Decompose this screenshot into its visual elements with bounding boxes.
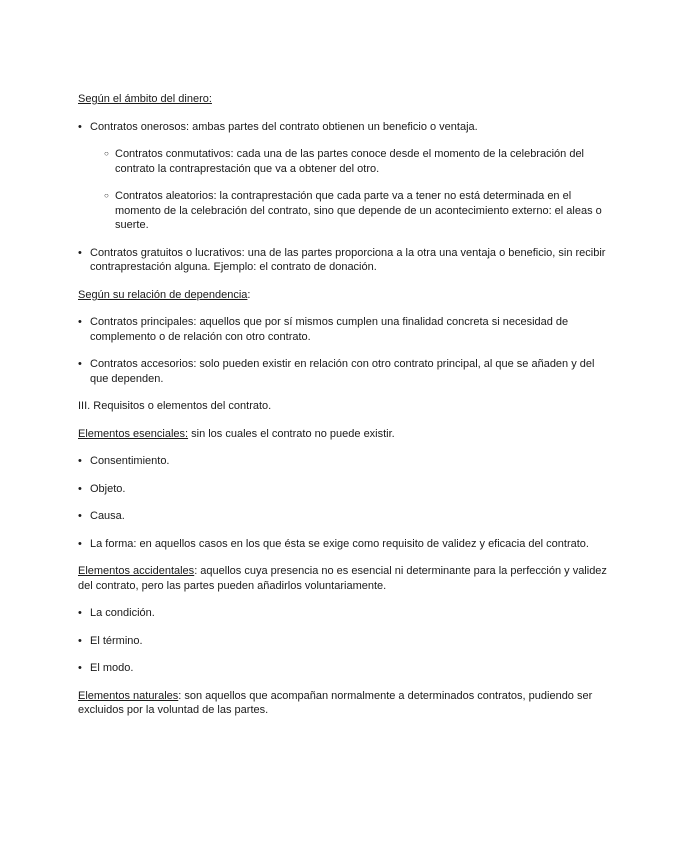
section-title-requisitos: III. Requisitos o elementos del contrato. <box>78 400 272 412</box>
elementos-esenciales-paragraph <box>78 427 608 442</box>
list-item-condicion <box>78 606 608 621</box>
sub-bullet-marker: ○ <box>104 149 109 158</box>
bullet-marker: • <box>78 537 82 550</box>
list-item-text: El modo. <box>90 662 134 674</box>
bullet-marker: • <box>78 634 82 647</box>
heading-text: Según su relación de dependencia <box>78 288 248 301</box>
list-item-text: Consentimiento. <box>90 455 170 467</box>
list-item-text: Contratos principales: aquellos que por sí mismos cumplen una finalidad concreta si necesidad de complemento o de relación con otro contrato. <box>90 316 569 343</box>
heading-colon: : <box>247 288 251 301</box>
list-item-objeto <box>78 482 608 497</box>
elementos-accidentales-paragraph <box>78 564 608 593</box>
list-item-text: El término. <box>90 634 143 647</box>
list-item-text: Causa. <box>90 510 125 522</box>
list-item-forma <box>78 537 608 552</box>
term-label: Elementos accidentales <box>78 565 195 577</box>
bullet-marker: • <box>78 662 82 674</box>
bullet-marker: • <box>78 455 82 467</box>
list-item-accesorios <box>78 357 608 386</box>
bullet-marker: • <box>78 246 82 259</box>
list-item-text: Contratos gratuitos o lucrativos: una de las partes proporciona a la otra una ventaja o beneficio, sin recibir contraprestación alguna. Ejemplo: el contrato de donación. <box>90 246 606 273</box>
bullet-marker: • <box>78 510 82 522</box>
bullet-marker: • <box>78 316 82 328</box>
list-item-text: Objeto. <box>90 482 126 495</box>
list-item-text: Contratos aleatorios: la contraprestación que cada parte va a tener no está determinada en el momento de la celebración del contrato, sino que depende de un acontecimiento externo: el aleas o suerte. <box>115 190 602 231</box>
list-item-gratuitos <box>78 246 608 275</box>
list-item-text: Contratos accesorios: solo pueden existir en relación con otro contrato principal, al que se añaden y del que dependen. <box>90 358 595 385</box>
list-item-causa <box>78 509 608 524</box>
list-item-modo <box>78 661 608 676</box>
list-item-termino <box>78 634 608 649</box>
list-item-text: Contratos onerosos: ambas partes del contrato obtienen un beneficio o ventaja. <box>90 120 478 133</box>
sublist-item-conmutativos <box>78 147 608 176</box>
term-label: Elementos esenciales: <box>78 427 189 440</box>
bullet-marker: • <box>78 607 82 619</box>
section-heading-dependencia <box>78 288 608 303</box>
document-page <box>78 92 608 731</box>
list-item-text: Contratos conmutativos: cada una de las partes conoce desde el momento de la celebración del contrato la contraprestación que va a obtener del otro. <box>115 148 585 175</box>
list-item-text: La forma: en aquellos casos en los que ésta se exige como requisito de validez y eficacia del contrato. <box>90 537 589 550</box>
term-definition: sin los cuales el contrato no puede existir. <box>188 427 395 440</box>
term-definition: : aquellos cuya presencia no es esencial ni determinante para la perfección y validez del contrato, pero las partes pueden añadirlos voluntariamente. <box>78 565 607 592</box>
section-heading-dinero <box>78 92 608 107</box>
sublist-item-aleatorios <box>78 189 608 233</box>
term-definition: : son aquellos que acompañan normalmente a determinados contratos, pudiendo ser excluidos por la voluntad de las partes. <box>78 689 593 716</box>
bullet-marker: • <box>78 482 82 495</box>
list-item-consentimiento <box>78 454 608 469</box>
heading-text: Según el ámbito del dinero: <box>78 93 212 105</box>
list-item-text: La condición. <box>90 607 155 619</box>
bullet-marker: • <box>78 120 82 133</box>
elementos-naturales-paragraph <box>78 689 608 718</box>
term-label: Elementos naturales <box>78 689 179 702</box>
bullet-marker: • <box>78 358 82 370</box>
list-item-onerosos <box>78 120 608 135</box>
list-item-principales <box>78 315 608 344</box>
sub-bullet-marker: ○ <box>104 191 109 200</box>
